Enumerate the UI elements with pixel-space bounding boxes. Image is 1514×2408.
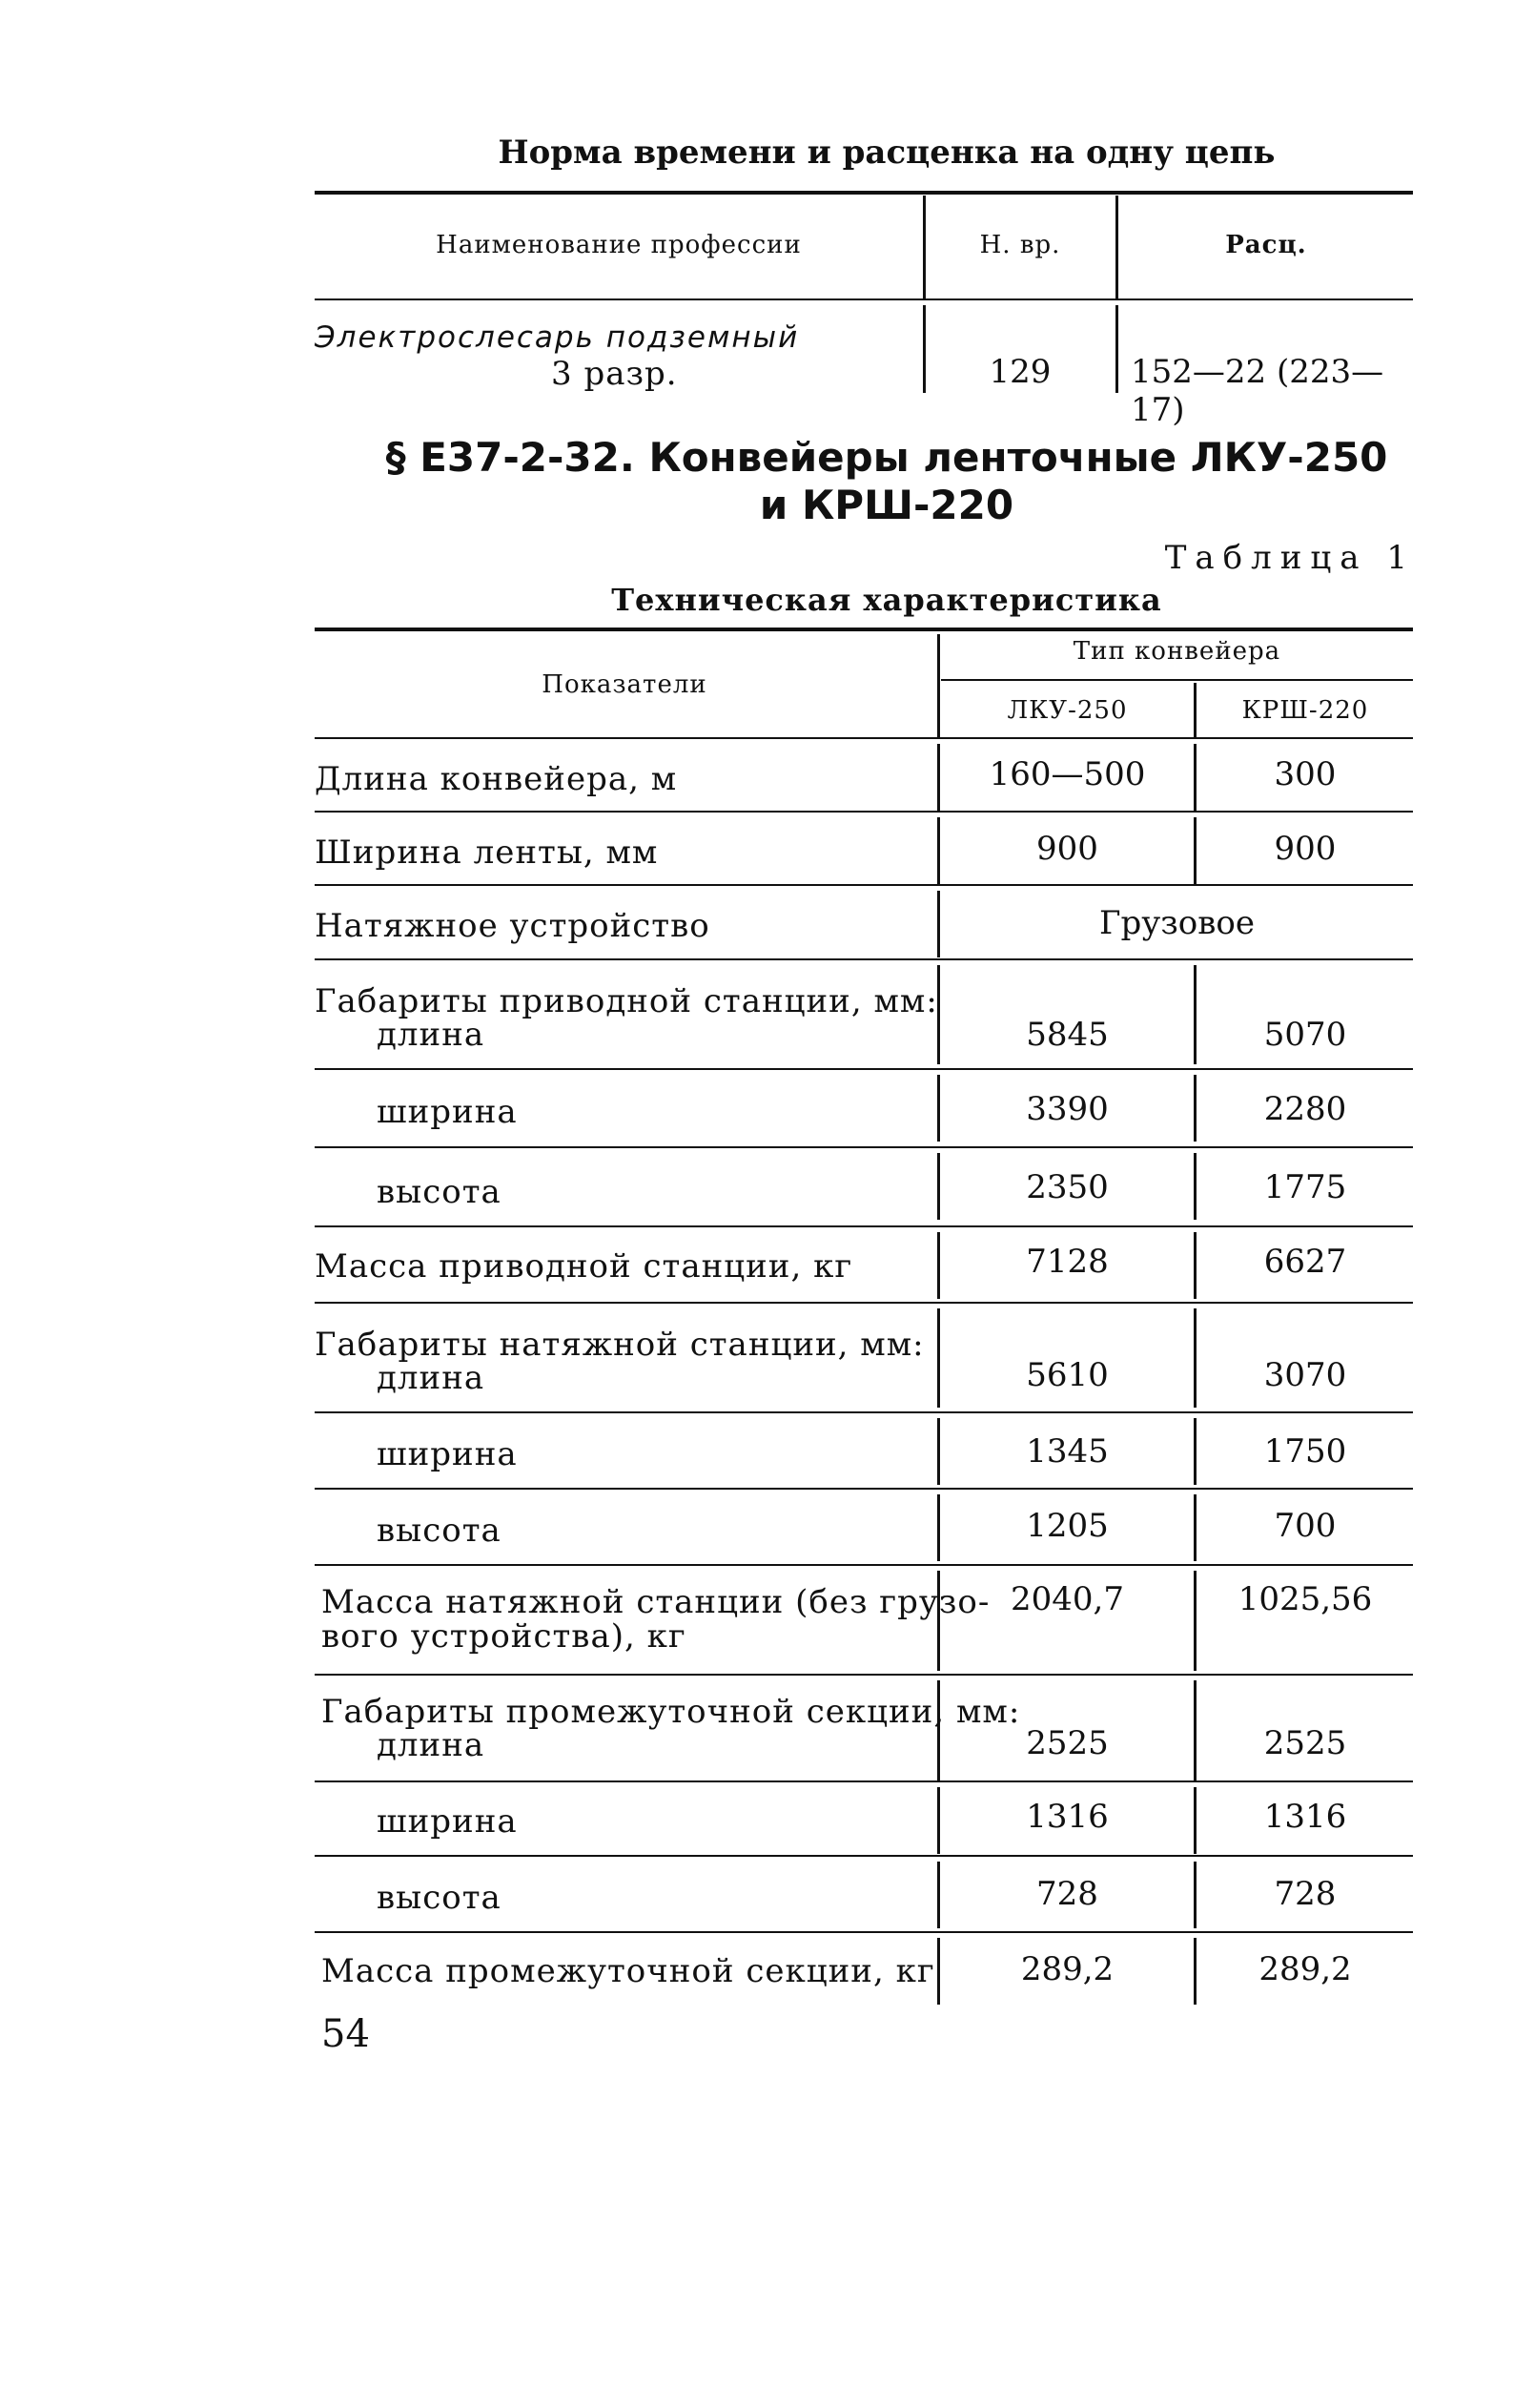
value: 289,2 bbox=[1020, 1950, 1115, 1988]
header-time: Н. вр. bbox=[979, 231, 1061, 259]
row-drive-station-height: высота bbox=[377, 1173, 501, 1211]
page-number: 54 bbox=[321, 2012, 370, 2056]
value: 2350 bbox=[1026, 1168, 1109, 1206]
value: 3070 bbox=[1263, 1356, 1347, 1394]
row-tension-station-length: длина bbox=[377, 1359, 485, 1397]
row-drive-station-length: длина bbox=[377, 1016, 485, 1054]
section-title-line1: § Е37-2-32. Конвейеры ленточные ЛКУ-250 bbox=[385, 434, 1388, 481]
header-lku-250: ЛКУ-250 bbox=[1007, 696, 1128, 725]
row-intermediate-section-height: высота bbox=[377, 1879, 501, 1917]
value: 289,2 bbox=[1258, 1950, 1352, 1988]
row-intermediate-section-dims: Габариты промежуточной секции, мм: bbox=[321, 1693, 1021, 1731]
row-tension-station-width: ширина bbox=[377, 1435, 518, 1473]
value: 728 bbox=[1036, 1875, 1098, 1913]
value: 7128 bbox=[1026, 1243, 1109, 1281]
tech-caption: Техническая характеристика bbox=[611, 582, 1162, 618]
value: 900 bbox=[1274, 830, 1337, 868]
profession-name: Электрослесарь подземный bbox=[315, 320, 800, 355]
table-label: Таблица 1 bbox=[1164, 539, 1416, 577]
profession-grade: 3 разр. bbox=[551, 355, 678, 393]
value: 1750 bbox=[1263, 1432, 1347, 1471]
value: 900 bbox=[1036, 830, 1098, 868]
row-belt-width: Ширина ленты, мм bbox=[315, 834, 659, 872]
norm-rate-value: 152—22 (223—17) bbox=[1131, 353, 1384, 429]
row-tension-device: Натяжное устройство bbox=[315, 907, 710, 945]
row-tension-station-height: высота bbox=[377, 1512, 501, 1550]
row-tension-station-mass: Масса натяжной станции (без грузо- bbox=[321, 1583, 991, 1621]
row-intermediate-section-width: ширина bbox=[377, 1802, 518, 1841]
header-profession: Наименование профессии bbox=[436, 231, 802, 259]
value: 3390 bbox=[1026, 1090, 1109, 1128]
value: 2040,7 bbox=[1011, 1580, 1124, 1618]
value: 5610 bbox=[1026, 1356, 1109, 1394]
value: 1316 bbox=[1026, 1798, 1109, 1836]
row-drive-station-width: ширина bbox=[377, 1093, 518, 1131]
value: 300 bbox=[1274, 755, 1337, 793]
row-intermediate-section-length: длина bbox=[377, 1726, 485, 1764]
row-intermediate-section-mass: Масса промежуточной секции, кг bbox=[321, 1952, 935, 1990]
header-conveyor-type: Тип конвейера bbox=[1073, 637, 1281, 666]
value: 1345 bbox=[1026, 1432, 1109, 1471]
norm-time-value: 129 bbox=[989, 353, 1052, 391]
value: 160—500 bbox=[989, 755, 1146, 793]
row-conveyor-length: Длина конвейера, м bbox=[315, 760, 678, 798]
section-title-line2: и КРШ-220 bbox=[759, 482, 1014, 528]
value: 728 bbox=[1274, 1875, 1337, 1913]
value: 700 bbox=[1274, 1507, 1337, 1545]
row-drive-station-dims: Габариты приводной станции, мм: bbox=[315, 982, 938, 1020]
header-indicators: Показатели bbox=[542, 670, 707, 699]
norm-caption: Норма времени и расценка на одну цепь bbox=[498, 134, 1276, 172]
row-drive-station-mass: Масса приводной станции, кг bbox=[315, 1247, 853, 1286]
value-merged: Грузовое bbox=[1098, 904, 1256, 942]
value: 6627 bbox=[1263, 1243, 1347, 1281]
value: 1316 bbox=[1263, 1798, 1347, 1836]
header-krsh-220: КРШ-220 bbox=[1241, 696, 1369, 725]
value: 1205 bbox=[1026, 1507, 1109, 1545]
value: 2525 bbox=[1026, 1724, 1109, 1762]
value: 2525 bbox=[1263, 1724, 1347, 1762]
header-rate: Расц. bbox=[1225, 231, 1307, 259]
value: 5070 bbox=[1263, 1016, 1347, 1054]
value: 1025,56 bbox=[1238, 1580, 1373, 1618]
row-tension-station-dims: Габариты натяжной станции, мм: bbox=[315, 1326, 925, 1364]
value: 5845 bbox=[1026, 1016, 1109, 1054]
value: 2280 bbox=[1263, 1090, 1347, 1128]
row-tension-station-mass-cont: вого устройства), кг bbox=[321, 1617, 686, 1656]
value: 1775 bbox=[1263, 1168, 1347, 1206]
section-title bbox=[315, 434, 1459, 529]
